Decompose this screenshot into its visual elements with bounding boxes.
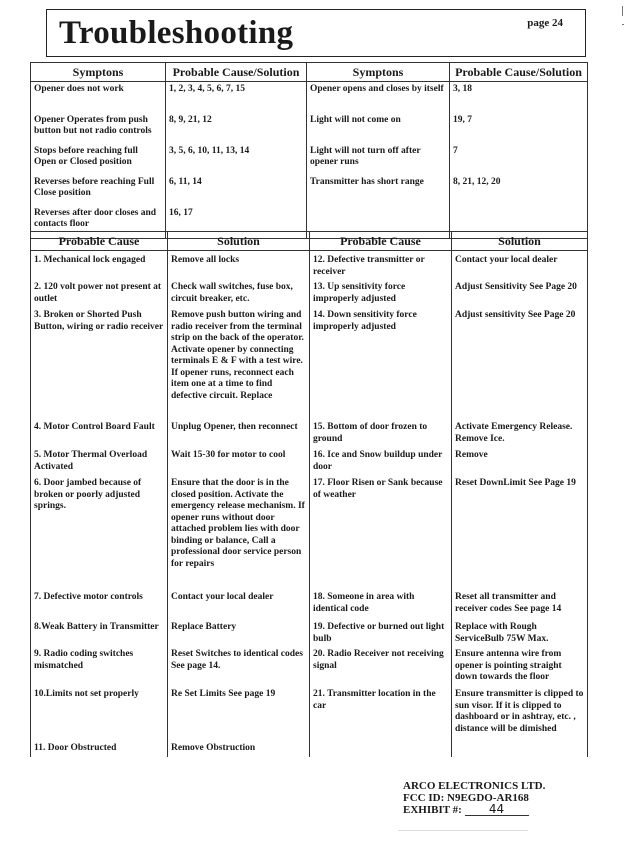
symptom-cell: Opener Operates from push button but not radio controls xyxy=(31,113,166,144)
cause-cell: 10.Limits not set properly xyxy=(31,685,168,739)
symptom-cell: Light will not turn off after opener runs xyxy=(307,144,450,175)
cause-cell: 14. Down sensitivity force improperly adjusted xyxy=(310,306,452,418)
page-number: page 24 xyxy=(527,17,563,29)
symptom-cell: Reverses before reaching Full Close position xyxy=(31,175,166,206)
table-row xyxy=(31,685,588,739)
solution-cell: Ensure that the door is in the closed position. Activate the emergency release mechanism. If opener runs without door attached problem lies with door binding or balance, Call a professional door service person for repairs xyxy=(168,474,310,588)
solution-cell: Remove xyxy=(452,446,588,474)
title-box xyxy=(46,9,586,57)
header-solution: Solution xyxy=(168,232,310,251)
table-row xyxy=(31,251,588,279)
solution-cell: Contact your local dealer xyxy=(168,588,310,618)
header-symptoms: Symptons xyxy=(31,63,166,82)
cause-cell: 20. Radio Receiver not receiving signal xyxy=(310,645,452,685)
page-title: Troubleshooting xyxy=(59,15,294,51)
cause-cell: 8.Weak Battery in Transmitter xyxy=(31,618,168,645)
cause-cell: 6. Door jambed because of broken or poorly adjusted springs. xyxy=(31,474,168,588)
solution-cell: Remove push button wiring and radio receiver from the terminal strip on the back of the operator. Activate opener by connecting terminals E & F with a test wire. If opener runs, reconnect each item one at a time to find defective circuit. Replace xyxy=(168,306,310,418)
cause-cell: 19. Defective or burned out light bulb xyxy=(310,618,452,645)
table-row xyxy=(31,588,588,618)
exhibit-label: EXHIBIT #: xyxy=(403,804,462,816)
cause-cell: 15. Bottom of door frozen to ground xyxy=(310,418,452,446)
causes-cell: 3, 5, 6, 10, 11, 13, 14 xyxy=(166,144,307,175)
table-row xyxy=(31,144,588,175)
symptom-cell: Opener opens and closes by itself xyxy=(307,82,450,114)
stamp-edge xyxy=(398,830,528,831)
table-row xyxy=(31,446,588,474)
table-row xyxy=(31,418,588,446)
table-row xyxy=(31,618,588,645)
solution-cell: Replace Battery xyxy=(168,618,310,645)
causes-cell: 19, 7 xyxy=(450,113,588,144)
causes-cell: 8, 9, 21, 12 xyxy=(166,113,307,144)
header-symptoms: Symptons xyxy=(307,63,450,82)
solution-cell: Re Set Limits See page 19 xyxy=(168,685,310,739)
solution-cell: Remove all locks xyxy=(168,251,310,279)
solution-cell: Unplug Opener, then reconnect xyxy=(168,418,310,446)
symptom-cell: Reverses after door closes and contacts floor xyxy=(31,206,166,239)
header-cause-solution: Probable Cause/Solution xyxy=(166,63,307,82)
scan-mark xyxy=(622,24,624,25)
company-name: ARCO ELECTRONICS LTD. xyxy=(403,780,546,792)
cause-cell: 3. Broken or Shorted Push Button, wiring or radio receiver xyxy=(31,306,168,418)
symptom-cell: Transmitter has short range xyxy=(307,175,450,206)
scan-mark xyxy=(622,6,623,16)
table-row xyxy=(31,474,588,588)
table-row xyxy=(31,113,588,144)
table-row xyxy=(31,739,588,757)
solution-cell: Ensure transmitter is clipped to sun visor. If it is clipped to dashboard or in ashtray, etc. , distance will be dimished xyxy=(452,685,588,739)
cause-cell: 16. Ice and Snow buildup under door xyxy=(310,446,452,474)
solution-cell: Check wall switches, fuse box, circuit breaker, etc. xyxy=(168,278,310,306)
symptom-cell: Light will not come on xyxy=(307,113,450,144)
header-probable-cause: Probable Cause xyxy=(310,232,452,251)
solution-cell: Activate Emergency Release. Remove Ice. xyxy=(452,418,588,446)
cause-cell: 2. 120 volt power not present at outlet xyxy=(31,278,168,306)
header-probable-cause: Probable Cause xyxy=(31,232,168,251)
table-row xyxy=(31,175,588,206)
cause-cell: 21. Transmitter location in the car xyxy=(310,685,452,739)
solution-cell: Reset all transmitter and receiver codes See page 14 xyxy=(452,588,588,618)
cause-cell: 18. Someone in area with identical code xyxy=(310,588,452,618)
fcc-id: FCC ID: N9EGDO-AR168 xyxy=(403,792,529,804)
symptoms-table xyxy=(30,62,588,239)
table-row xyxy=(31,82,588,114)
header-solution: Solution xyxy=(452,232,588,251)
solution-cell: Replace with Rough ServiceBulb 75W Max. xyxy=(452,618,588,645)
solution-cell: Ensure antenna wire from opener is pointing straight down towards the floor xyxy=(452,645,588,685)
solution-cell: Wait 15-30 for motor to cool xyxy=(168,446,310,474)
solution-cell xyxy=(452,739,588,757)
table-row xyxy=(31,278,588,306)
causes-cell: 8, 21, 12, 20 xyxy=(450,175,588,206)
solution-cell: Remove Obstruction xyxy=(168,739,310,757)
cause-cell: 9. Radio coding switches mismatched xyxy=(31,645,168,685)
solution-cell: Adjust Sensitivity See Page 20 xyxy=(452,278,588,306)
causes-cell: 3, 18 xyxy=(450,82,588,114)
solution-cell: Reset DownLimit See Page 19 xyxy=(452,474,588,588)
cause-cell: 11. Door Obstructed xyxy=(31,739,168,757)
causes-cell: 1, 2, 3, 4, 5, 6, 7, 15 xyxy=(166,82,307,114)
cause-cell: 4. Motor Control Board Fault xyxy=(31,418,168,446)
cause-cell xyxy=(310,739,452,757)
fcc-stamp xyxy=(403,780,545,816)
solution-cell: Contact your local dealer xyxy=(452,251,588,279)
causes-cell: 16, 17 xyxy=(166,206,307,239)
exhibit-number: 44 xyxy=(465,804,529,816)
cause-cell: 5. Motor Thermal Overload Activated xyxy=(31,446,168,474)
symptom-cell: Stops before reaching full Open or Closed position xyxy=(31,144,166,175)
cause-cell: 1. Mechanical lock engaged xyxy=(31,251,168,279)
exhibit-line xyxy=(403,804,545,816)
table-row xyxy=(31,645,588,685)
cause-cell: 7. Defective motor controls xyxy=(31,588,168,618)
causes-cell: 6, 11, 14 xyxy=(166,175,307,206)
table-row xyxy=(31,306,588,418)
cause-cell: 12. Defective transmitter or receiver xyxy=(310,251,452,279)
cause-cell: 13. Up sensitivity force improperly adjusted xyxy=(310,278,452,306)
causes-table xyxy=(30,231,588,757)
solution-cell: Adjust sensitivity See Page 20 xyxy=(452,306,588,418)
causes-cell: 7 xyxy=(450,144,588,175)
symptom-cell: Opener does not work xyxy=(31,82,166,114)
solution-cell: Reset Switches to identical codes See page 14. xyxy=(168,645,310,685)
header-cause-solution: Probable Cause/Solution xyxy=(450,63,588,82)
cause-cell: 17. Floor Risen or Sank because of weather xyxy=(310,474,452,588)
